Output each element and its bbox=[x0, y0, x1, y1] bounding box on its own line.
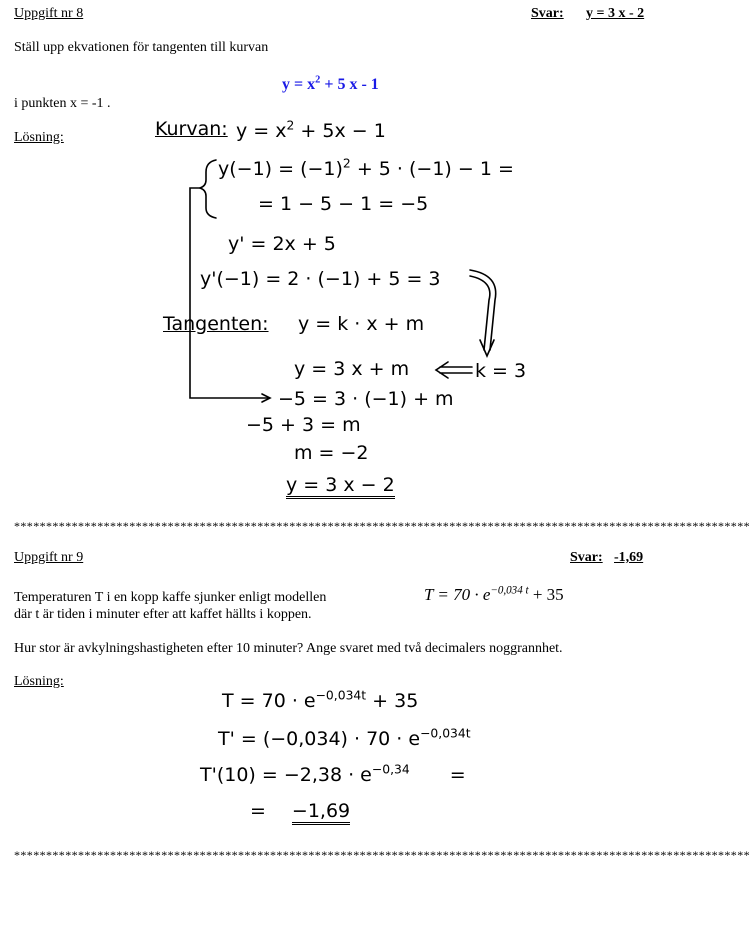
hand-tangent-answer: y = 3 x − 2 bbox=[286, 474, 395, 498]
task9-answer-value: -1,69 bbox=[614, 550, 644, 565]
separator-2: ******************************************************************************************************************* bbox=[14, 848, 750, 862]
separator-1: ******************************************************************************************************************* bbox=[14, 519, 750, 533]
curly-brace-icon bbox=[200, 160, 216, 218]
curved-arrow-head-icon bbox=[480, 340, 494, 356]
hand9-line-4: = −1,69 bbox=[250, 800, 350, 822]
double-arrow-left-icon bbox=[436, 362, 472, 378]
hand-line-3: y' = 2x + 5 bbox=[228, 233, 336, 255]
bracket-arrow-line bbox=[190, 188, 268, 398]
task9-line-1: Temperaturen T i en kopp kaffe sjunker enligt modellen bbox=[14, 590, 327, 605]
hand-line-m2: −5 + 3 = m bbox=[246, 414, 361, 436]
hand-tangent-k: y = 3 x + m bbox=[294, 358, 410, 380]
task8-point: i punkten x = -1 . bbox=[14, 96, 111, 111]
task8-prompt: Ställ upp ekvationen för tangenten till kurvan bbox=[14, 40, 269, 55]
hand-kurvan: Kurvan: bbox=[155, 118, 228, 140]
hand-line-4: y'(−1) = 2 · (−1) + 5 = 3 bbox=[200, 268, 441, 290]
curved-arrow-icon bbox=[470, 270, 496, 350]
hand-line-1: $y(-1) = (-1)^2 + 5 \cdot (-1) - 1$ = bbox=[218, 156, 514, 180]
task8-answer-value: y = 3 x - 2 bbox=[586, 6, 645, 21]
task8-curve-equation: $y = x^2 + 5$ x - 1 bbox=[282, 74, 379, 93]
hand-line-m1: −5 = 3 · (−1) + m bbox=[278, 388, 454, 410]
hand9-line-2: $T' = (-0,034) \cdot 70 \cdot e^{-0,034t}$ bbox=[218, 726, 471, 750]
hand9-line-1: $T = 70 \cdot e^{-0,034t} + 35$ bbox=[222, 688, 419, 712]
hand-line-2: = 1 − 5 − 1 = −5 bbox=[258, 193, 429, 215]
hand-k-value: k = 3 bbox=[475, 360, 527, 382]
hand-tangenten: Tangenten: bbox=[163, 313, 269, 335]
task9-line-2: där t är tiden i minuter efter att kaffet hällts i koppen. bbox=[14, 607, 312, 622]
task9-title: Uppgift nr 9 bbox=[14, 550, 84, 565]
task8-solution-label: Lösning: bbox=[14, 130, 64, 145]
task8-answer-label: Svar: bbox=[531, 6, 564, 21]
hand9-line-3: $T'(10) = -2,38 \cdot e^{-0,34}$ = bbox=[200, 762, 466, 786]
task9-formula: $T = 70 \cdot e^{-0,034 t} + 35$ bbox=[424, 584, 564, 604]
task9-question: Hur stor är avkylningshastigheten efter 10 minuter? Ange svaret med två decimalers noggrannhet. bbox=[14, 641, 563, 656]
hand-line-m3: m = −2 bbox=[294, 442, 369, 464]
hand-tangent-general: y = k · x + m bbox=[298, 313, 425, 335]
hand-kurvan-eq: $y = x^2 + 5x - 1$ bbox=[236, 118, 386, 142]
task8-title: Uppgift nr 8 bbox=[14, 6, 84, 21]
task9-answer-label: Svar: bbox=[570, 550, 603, 565]
task9-solution-label: Lösning: bbox=[14, 674, 64, 689]
